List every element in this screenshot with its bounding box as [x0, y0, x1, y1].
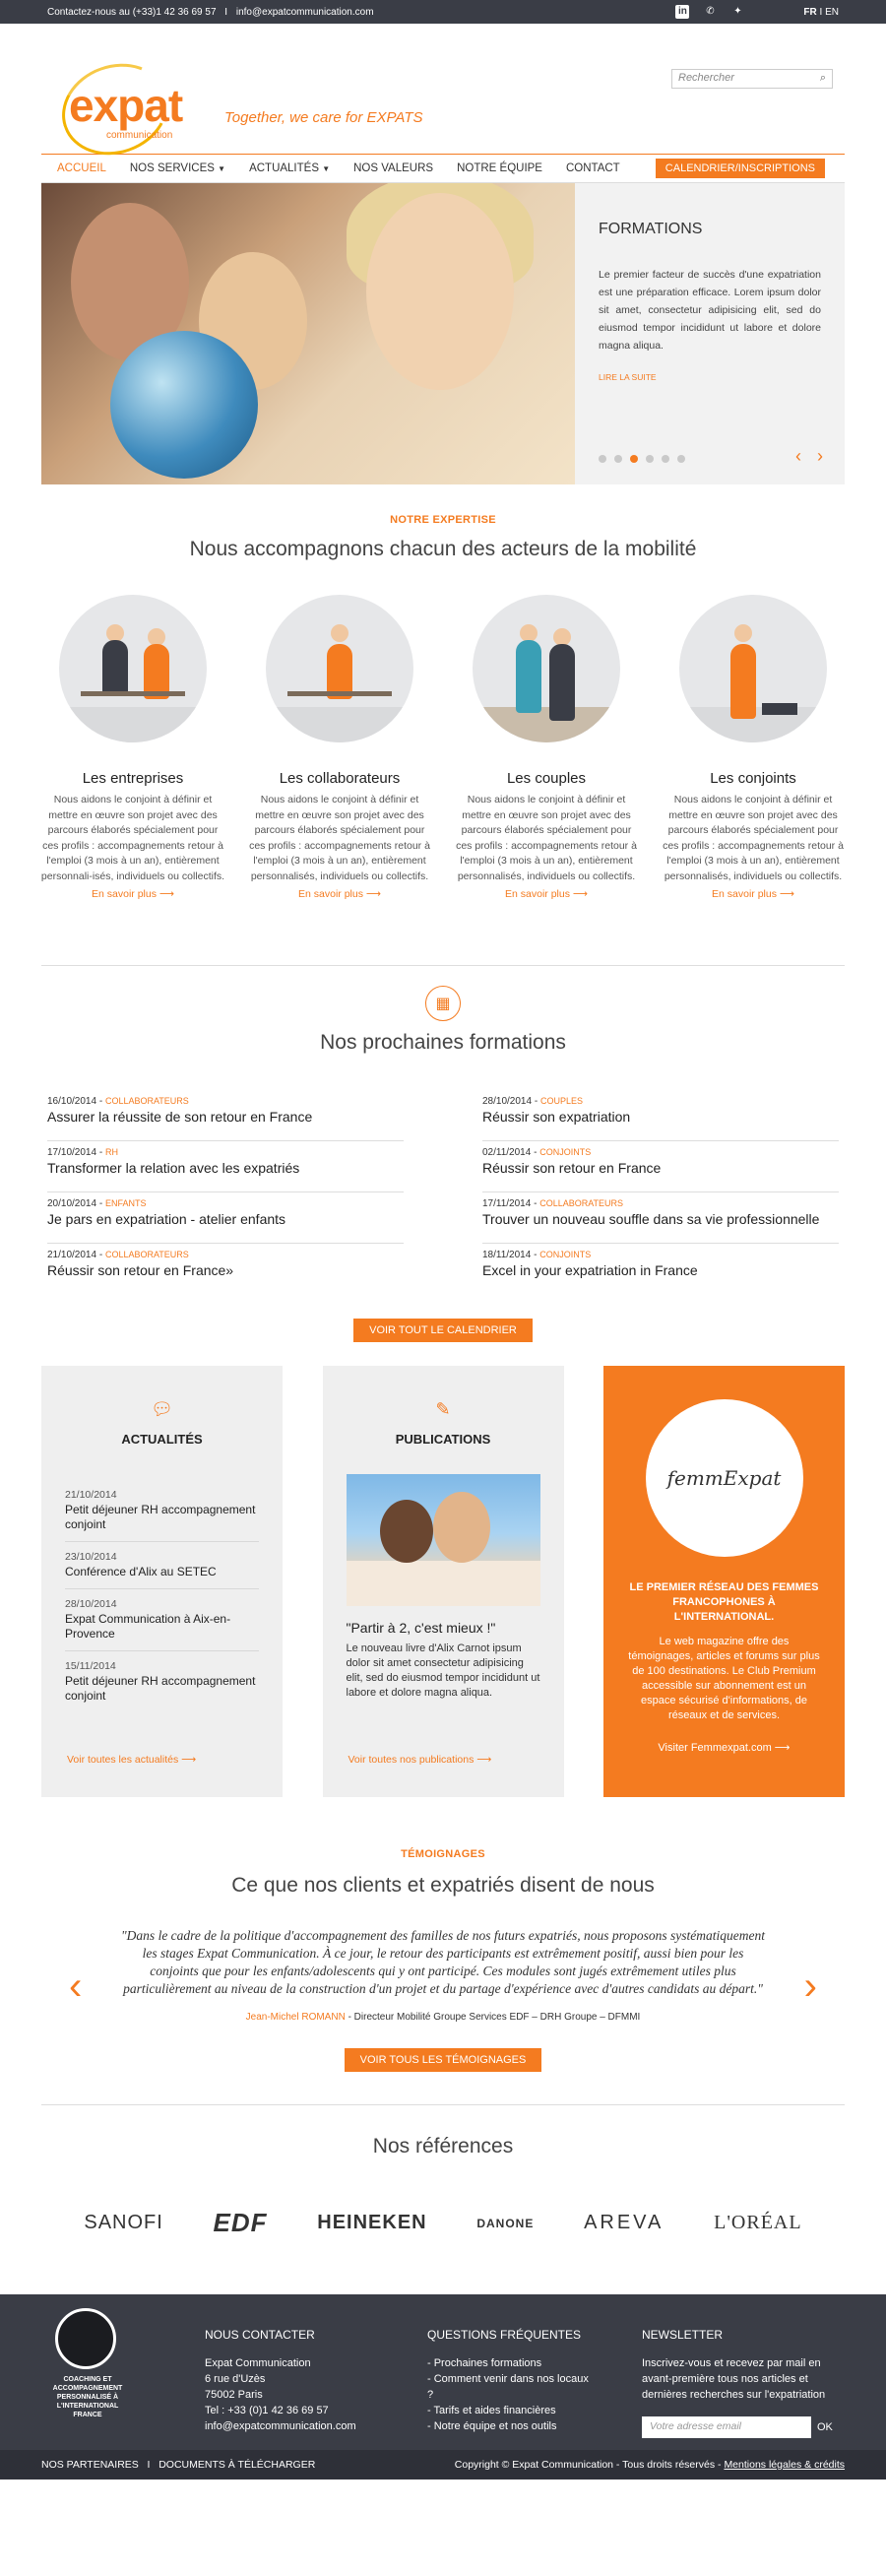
- event-date: 28/10/2014: [482, 1096, 533, 1107]
- lang-separator: I: [819, 6, 823, 18]
- header: [0, 24, 886, 154]
- logo-word: expat: [69, 80, 183, 131]
- event-title: Transformer la relation avec les expatriés: [47, 1160, 300, 1176]
- expertise-title: Nous accompagnons chacun des acteurs de la mobilité: [189, 538, 697, 560]
- events-list: [47, 1090, 839, 1295]
- footer-contact-line: 75002 Paris: [205, 2389, 263, 2401]
- hero-read-more[interactable]: LIRE LA SUITE: [599, 372, 657, 382]
- logo-heineken: HEINEKEN: [317, 2212, 427, 2233]
- publication-photo[interactable]: [347, 1474, 540, 1606]
- event-item[interactable]: [482, 1192, 839, 1244]
- news-date: 15/11/2014: [65, 1660, 116, 1672]
- topbar: [0, 0, 886, 24]
- expertise-card-entreprises: [39, 595, 226, 900]
- event-date: 21/10/2014: [47, 1250, 97, 1260]
- pencil-icon: ✎: [435, 1399, 451, 1419]
- slider-dots: [599, 455, 685, 463]
- seal-line: COACHING ET: [63, 2376, 112, 2383]
- news-headline: Expat Communication à Aix-en-Provence: [65, 1612, 231, 1641]
- femmexpat-link[interactable]: Visiter Femmexpat.com ⟶: [658, 1742, 791, 1754]
- search-placeholder: Rechercher: [678, 72, 734, 84]
- publications-panel: [323, 1366, 564, 1797]
- expertise-section: [0, 484, 886, 965]
- twitter-icon[interactable]: ✦: [733, 6, 742, 17]
- nav-equipe[interactable]: NOTRE ÉQUIPE: [457, 162, 542, 174]
- chevron-left-icon[interactable]: ‹: [69, 1964, 83, 2008]
- femmexpat-logo[interactable]: [646, 1399, 803, 1557]
- slider-dot[interactable]: [630, 455, 638, 463]
- all-publications-link[interactable]: Voir toutes nos publications ⟶: [348, 1754, 492, 1766]
- card-text: Nous aidons le conjoint à définir et mettre en œuvre son projet avec des parcours élaborés spécialement pour ces profils : accompagnements retour à l'emploi (3 mois à un an), entièrement personnali-isés, individuels ou collectifs.: [40, 794, 225, 882]
- footer-contact-line: Expat Communication: [205, 2357, 311, 2369]
- couples-illustration: [473, 595, 620, 742]
- testimonials-title: Ce que nos clients et expatriés disent de nous: [231, 1874, 655, 1897]
- card-link[interactable]: En savoir plus ⟶: [298, 888, 381, 900]
- newsletter-text: Inscrivez-vous et recevez par mail en avant-première tous nos articles et dernières recherches sur l'expatriation: [642, 2357, 826, 2401]
- entreprises-illustration: [59, 595, 207, 742]
- event-date: 18/11/2014: [482, 1250, 532, 1260]
- publications-title: PUBLICATIONS: [395, 1432, 491, 1447]
- event-title: Trouver un nouveau souffle dans sa vie professionnelle: [482, 1211, 820, 1227]
- nav-actualites[interactable]: [249, 162, 330, 174]
- event-title: Assurer la réussite de son retour en France: [47, 1109, 313, 1125]
- nav-services-label: NOS SERVICES: [129, 162, 215, 174]
- faq-link[interactable]: - Prochaines formations: [427, 2357, 542, 2369]
- event-title: Réussir son retour en France: [482, 1160, 662, 1176]
- logo[interactable]: [61, 65, 183, 154]
- news-item[interactable]: [65, 1651, 259, 1712]
- event-category: ENFANTS: [104, 1198, 147, 1208]
- search-input[interactable]: [671, 69, 833, 89]
- chevron-down-icon: ▼: [322, 164, 331, 173]
- event-item[interactable]: [482, 1244, 839, 1295]
- expertise-card-conjoints: [660, 595, 847, 900]
- logo-sanofi: SANOFI: [84, 2212, 163, 2233]
- event-date: 02/11/2014: [482, 1147, 532, 1158]
- prev-arrow-icon[interactable]: ‹: [795, 446, 801, 466]
- event-title: Je pars en expatriation - atelier enfants: [47, 1211, 286, 1227]
- event-meta: 21/10/2014 - COLLABORATEURS: [47, 1250, 189, 1260]
- seal-line: FRANCE: [73, 2412, 102, 2418]
- nav-contact[interactable]: CONTACT: [565, 162, 620, 174]
- footer-contact-line: 6 rue d'Uzès: [205, 2373, 266, 2385]
- footer-contact-line: Tel : +33 (0)1 42 36 69 57: [205, 2405, 329, 2416]
- card-link[interactable]: En savoir plus ⟶: [712, 888, 794, 900]
- search-icon[interactable]: ⌕: [819, 72, 826, 84]
- next-arrow-icon[interactable]: ›: [817, 446, 823, 466]
- event-title: Réussir son expatriation: [482, 1109, 631, 1125]
- event-meta: 02/11/2014 - CONJOINTS: [482, 1147, 592, 1158]
- hero-text: Le premier facteur de succès d'une expatriation est une préparation efficace. Lorem ipsum dolor sit amet, consectetur adipisicing elit, sed do eiusmod tempor incididunt ut labore et dolore magna aliqua.: [599, 269, 821, 352]
- event-item[interactable]: [47, 1192, 404, 1244]
- contact-phone: Contactez-nous au (+33)1 42 36 69 57: [47, 6, 217, 18]
- publication-quote: "Partir à 2, c'est mieux !": [346, 1620, 496, 1636]
- news-date: 21/10/2014: [65, 1489, 117, 1501]
- author-role: - Directeur Mobilité Groupe Services EDF – DRH Groupe – DFMMI: [345, 2012, 641, 2023]
- event-item[interactable]: [47, 1141, 404, 1192]
- femmexpat-logo-text: femmExpat: [666, 1466, 782, 1490]
- card-title: Les couples: [506, 770, 587, 787]
- event-title: Excel in your expatriation in France: [482, 1262, 698, 1278]
- nav-valeurs[interactable]: NOS VALEURS: [353, 162, 434, 174]
- globe-image: [110, 331, 258, 479]
- event-item[interactable]: [47, 1244, 404, 1295]
- newsletter-email-input[interactable]: Votre adresse email: [642, 2416, 811, 2438]
- footer-faq: [427, 2328, 597, 2438]
- language-switch: [803, 7, 839, 18]
- slider-dot[interactable]: [662, 455, 669, 463]
- expertise-card-collaborateurs: [246, 595, 433, 900]
- event-date: 17/11/2014: [482, 1198, 532, 1209]
- contact-email-link[interactable]: info@expatcommunication.com: [235, 6, 374, 18]
- femmexpat-heading: LE PREMIER RÉSEAU DES FEMMES FRANCOPHONES À L'INTERNATIONAL.: [629, 1581, 819, 1623]
- footer-newsletter: [642, 2328, 839, 2438]
- nav-accueil[interactable]: ACCUEIL: [57, 162, 106, 174]
- formations-title: Nos prochaines formations: [320, 1031, 566, 1054]
- event-item[interactable]: [47, 1090, 404, 1141]
- footer: [0, 2294, 886, 2479]
- tagline: Together, we care for EXPATS: [224, 109, 423, 126]
- lang-fr[interactable]: FR: [803, 6, 817, 18]
- linkedin-icon[interactable]: in: [675, 5, 689, 19]
- femmexpat-panel: [603, 1366, 845, 1797]
- news-headline: Petit déjeuner RH accompagnement conjoint: [65, 1674, 256, 1703]
- topbar-contact: [47, 7, 374, 18]
- speech-bubble-icon: 💬︎: [151, 1399, 173, 1419]
- seal-line: ACCOMPAGNEMENT: [52, 2385, 123, 2392]
- logo-edf: EDF: [213, 2208, 268, 2237]
- event-title: Réussir son retour en France»: [47, 1262, 234, 1278]
- news-panel: [41, 1366, 283, 1797]
- nav-actualites-label: ACTUALITÉS: [249, 162, 319, 174]
- card-title: Les conjoints: [710, 770, 796, 787]
- news-item[interactable]: [65, 1480, 259, 1542]
- references-section: [0, 2105, 886, 2294]
- newsletter-ok-button[interactable]: OK: [817, 2421, 833, 2433]
- card-title: Les collaborateurs: [279, 770, 401, 787]
- event-date: 20/10/2014: [47, 1198, 97, 1209]
- femmexpat-text: Le web magazine offre des témoignages, articles et forums sur plus de 100 destinations. Le Club Premium accessible sur abonnement est un espace sécurisé d'informations, de réseaux et de services.: [628, 1636, 820, 1721]
- view-calendar-button[interactable]: VOIR TOUT LE CALENDRIER: [353, 1319, 533, 1342]
- references-title: Nos références: [372, 2135, 514, 2157]
- topbar-separator: I: [224, 6, 228, 18]
- all-testimonials-button[interactable]: VOIR TOUS LES TÉMOIGNAGES: [345, 2048, 542, 2072]
- event-date: 17/10/2014: [47, 1147, 97, 1158]
- expertise-card-couples: [453, 595, 640, 900]
- event-meta: 16/10/2014 - COLLABORATEURS: [47, 1096, 189, 1107]
- footer-contact: [205, 2328, 382, 2438]
- info-panels: [41, 1366, 845, 1797]
- news-date: 23/10/2014: [65, 1551, 117, 1563]
- news-item[interactable]: [65, 1589, 259, 1651]
- news-date: 28/10/2014: [65, 1598, 117, 1610]
- event-item[interactable]: [482, 1141, 839, 1192]
- seal-line: L'INTERNATIONAL: [56, 2403, 119, 2410]
- slider-dot[interactable]: [599, 455, 606, 463]
- news-headline: Conférence d'Alix au SETEC: [65, 1565, 217, 1578]
- legal-link[interactable]: Mentions légales & crédits: [724, 2459, 845, 2471]
- copyright-text: Copyright © Expat Communication - Tous droits réservés -: [454, 2459, 725, 2471]
- event-item[interactable]: [482, 1090, 839, 1141]
- faq-link[interactable]: - Tarifs et aides financières: [427, 2405, 556, 2416]
- slider-dot[interactable]: [614, 455, 622, 463]
- news-headline: Petit déjeuner RH accompagnement conjoint: [65, 1503, 256, 1531]
- event-date: 16/10/2014: [47, 1096, 97, 1107]
- event-category: CONJOINTS: [539, 1147, 592, 1157]
- event-category: COLLABORATEURS: [104, 1250, 189, 1259]
- logo-sub: communication: [106, 130, 173, 141]
- publication-text: Le nouveau livre d'Alix Carnot ipsum dolor sit amet consectetur adipisicing elit, sed do eiusmod tempor incididunt ut labore et dolore magna aliqua.: [346, 1642, 540, 1699]
- footer-faq-title: QUESTIONS FRÉQUENTES: [427, 2328, 582, 2342]
- news-list: [65, 1480, 259, 1712]
- footer-bottom: [0, 2450, 886, 2479]
- slider-dot[interactable]: [646, 455, 654, 463]
- news-item[interactable]: [65, 1542, 259, 1589]
- slider-dot[interactable]: [677, 455, 685, 463]
- event-meta: 18/11/2014 - CONJOINTS: [482, 1250, 592, 1260]
- hero-panel: [575, 183, 845, 484]
- hero-title: FORMATIONS: [599, 221, 703, 237]
- slider-arrows: [795, 446, 823, 467]
- footer-bottom-links[interactable]: NOS PARTENAIRES I DOCUMENTS À TÉLÉCHARGER: [41, 2459, 316, 2471]
- chevron-right-icon[interactable]: ›: [803, 1964, 817, 2008]
- seal-line: PERSONNALISÉ À: [56, 2394, 119, 2401]
- card-link[interactable]: En savoir plus ⟶: [92, 888, 174, 900]
- card-text: Nous aidons le conjoint à définir et mettre en œuvre son projet avec des parcours élaborés spécialement pour ces profils : accompagnements retour à l'emploi (3 mois à un an), entièrement personnalisés, individuels ou collectifs.: [249, 794, 430, 882]
- card-text: Nous aidons le conjoint à définir et mettre en œuvre son projet avec des parcours élaborés spécialement pour ces profils : accompagnements retour à l'emploi (3 mois à un an), entièrement personnalisés, individuels ou collectifs.: [456, 794, 637, 882]
- formations-section: [0, 966, 886, 1340]
- logo-areva: AREVA: [584, 2212, 664, 2233]
- event-category: RH: [104, 1147, 118, 1157]
- newsletter-title: NEWSLETTER: [642, 2328, 724, 2342]
- hero-slider: [41, 183, 845, 484]
- event-category: CONJOINTS: [539, 1250, 592, 1259]
- chevron-down-icon: ▼: [218, 164, 226, 173]
- hero-photo: [41, 183, 575, 484]
- expertise-eyebrow: NOTRE EXPERTISE: [390, 514, 496, 526]
- news-title: ACTUALITÉS: [121, 1432, 203, 1447]
- author-name: Jean-Michel ROMANN: [245, 2012, 346, 2023]
- hero-person-woman: [366, 193, 514, 390]
- testimonial-author: [0, 2012, 886, 2023]
- conjoints-illustration: [679, 595, 827, 742]
- event-meta: 17/10/2014 - RH: [47, 1147, 118, 1158]
- calendar-icon: ▦: [425, 986, 461, 1021]
- quality-seal-icon: [55, 2308, 116, 2369]
- footer-email-link[interactable]: info@expatcommunication.com: [205, 2420, 356, 2432]
- all-news-link[interactable]: Voir toutes les actualités ⟶: [67, 1754, 197, 1766]
- testimonials-eyebrow: TÉMOIGNAGES: [401, 1848, 485, 1860]
- event-meta: 20/10/2014 - ENFANTS: [47, 1198, 147, 1209]
- copyright: [455, 2459, 845, 2471]
- testimonials-section: [0, 1797, 886, 2104]
- logo-loreal: L'ORÉAL: [714, 2212, 802, 2233]
- card-title: Les entreprises: [82, 770, 184, 787]
- nav-services[interactable]: [130, 162, 225, 174]
- event-meta: 17/11/2014 - COLLABORATEURS: [482, 1198, 624, 1209]
- event-meta: 28/10/2014 - COUPLES: [482, 1096, 583, 1107]
- event-category: COLLABORATEURS: [539, 1198, 624, 1208]
- collaborateurs-illustration: [266, 595, 413, 742]
- lang-en[interactable]: EN: [825, 6, 839, 18]
- footer-contact-title: NOUS CONTACTER: [205, 2328, 315, 2342]
- testimonial-quote: "Dans le cadre de la politique d'accompagnement des familles de nos futurs expatriés, nous proposons systématiquement les stages Expat Communication. À ce jour, le retour des participants est extrêmement positif, aussi bien pour les conjoints que pour les enfants/adolescents qui y ont participé. Ces modules sont jugés extrêmement utiles plus particulièrement au niveau de la construction d'un projet et du partage d'expérience avec d'autres candidats au départ.": [121, 1928, 765, 1996]
- event-category: COUPLES: [539, 1096, 583, 1106]
- viadeo-icon[interactable]: ✆: [706, 6, 715, 17]
- faq-link[interactable]: - Notre équipe et nos outils: [427, 2420, 557, 2432]
- event-category: COLLABORATEURS: [104, 1096, 189, 1106]
- calendar-button[interactable]: CALENDRIER/INSCRIPTIONS: [656, 159, 825, 178]
- card-link[interactable]: En savoir plus ⟶: [505, 888, 588, 900]
- seal-text: [45, 2375, 130, 2419]
- main-nav: [41, 154, 845, 183]
- logo-danone: DANONE: [476, 2216, 535, 2230]
- faq-link[interactable]: - Comment venir dans nos locaux ?: [427, 2373, 589, 2401]
- card-text: Nous aidons le conjoint à définir et mettre en œuvre son projet avec des parcours élaborés spécialement pour ces profils : accompagnements retour à l'emploi (3 mois à un an), entièrement personnalisés, individuels ou collectifs.: [663, 794, 844, 882]
